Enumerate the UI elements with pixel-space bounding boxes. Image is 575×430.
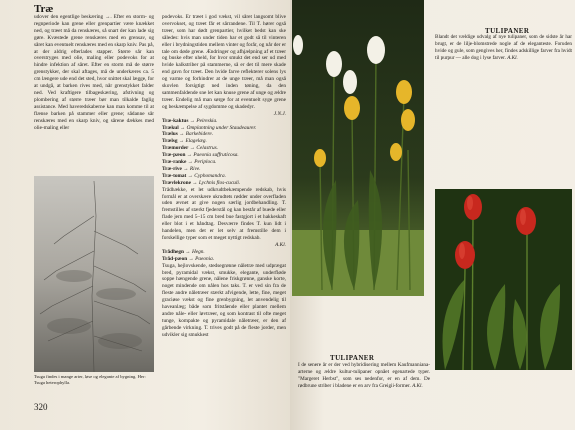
paragraph-beskaering: udover den egentlige beskæring →. Efter en storm- og regnperiode kan grene eller grenpartier være knækket ned, og træet må da renskæres, så snart der kan lade sig gøre. Kvæstede grene renskæres med en grensav, og såret kan eventuelt renskæres med en skarp kniv. Pas på, at der aldrig efterlades stapper. Større sår kan overstryges med olie, maling eller podevoks for at hindre infektion af såret. Efter en storm må de større grenstykker, der skal aftages, må de underkæres ca. 5 cm længere ude end det sted, hvor snittet skal lægge, for at undgå, at barken rives med, når grenstykket falder ned. Ved kraftigere tilbageskæring, afstivning og plombering af større træer bør man tilkalde faglig assistance. Med haveredskaberne kan man komme til at flænse barken på stammer eller grene; sådanne sår renskæres med en skarp kniv, og sårene dækkes med olie-maling eller <box>34 14 154 131</box>
entry-item: Træ-tomat → Cyphomandra. <box>162 172 226 179</box>
page-number: 320 <box>34 402 48 412</box>
tulip-photo-red <box>435 189 572 370</box>
entry-item: Træ-ranke → Periploca. <box>162 159 217 166</box>
entry-list <box>162 118 286 187</box>
right-page <box>290 0 575 430</box>
entry-item: Trælus → Barkebidere. <box>162 131 214 138</box>
entry-item: Trådhegn → Hegn. <box>162 248 205 255</box>
photo-caption: Tsuga findes i mange arter, løse og elegante af bygning. Her: Tsuga heterophylla. <box>34 374 146 385</box>
entry-item: Trækul → Omplantning under Staudeaurer. <box>162 124 257 131</box>
entry-item: Trælsg → Elagelæg. <box>162 138 207 145</box>
paragraph-tsuga: Tsuga, hejlovskende, stedsegrønne nåletræ med udprægat bred, pyramidal vækst, smukke, elegante, underfløde soppe hængende grene, nålene friskgrønne, ganske korte, noget mindende om nålen hos taks. T. er ved sin fra de fleste andre nåletræer stærkt afvigende, lette, fine, meget graciøse vækst og fine grenbygning, let anvendelig til haveanlæg; både som fritstående eller plantet mellem andre nåle- eller løvtræer, og som kontrast til ofte meget tunge, kompakte og pyramidale nåletræer, er den af gårbende virkning. T. trives godt på de fleste jorder, men udvikler sig smukkest <box>162 262 286 338</box>
tsuga-photo <box>34 176 154 372</box>
text-column-right <box>162 14 286 394</box>
paragraph-podevoks: podevoks. Er træet i god vækst, vil såret langsomt blive overvokset, og træet får et sårrandene. Til T. hører også træer, som har dødt grenpartier, hvilket bedst kan ske således: hvis man under tiden har et godt så til vinteren eller i brydningstiden mellem vinter og forår, og når der er tale om døde grene. Ændringer og afhjælpning af et træer og buske efter uheld, for hvor smukt det end ser ud med hvide kalkstriber på stammerne, så er det til mere skade end gavn for træet. Den hvide farve reflekterer solens lys og varme og forhindrer at de unge træer, må man også skovlen forsigtigt ned inden tøning, da den sammenfaldende sne let kan knuse grene af unge og ældre træer. Endelig må man sørge for at eventuelt syge grene og beskæmpelse af sygdomme og skadedyr. <box>162 14 286 110</box>
tulip-text-bottom: I de senere år er der ved hybridisering mellem Kaufmanniana-arterne og ældre kultur-tulipaner opnået egenartede typer. "Margeret Herbst", som ses nedenfor, er en af dem. De rødbrune striber i bladene er en arv fra Greigii-former. A.Kl. <box>298 362 430 389</box>
entry-item: Tråd-pæon → Paeonia. <box>162 255 215 262</box>
signature-jnj: J.N.J. <box>273 110 286 117</box>
entry-item: Træ-kaktus → Peireskia. <box>162 117 218 124</box>
text-column-left <box>34 14 154 174</box>
signature-akl: A.Kl. <box>275 241 286 248</box>
entry-item: Træ-pæon → Paeonia suffruticosa. <box>162 152 239 159</box>
entry-item: Træmorder → Celastrus. <box>162 145 218 152</box>
entry-item: Trævlekrone → Lychnis flos-cuculi. <box>162 179 241 186</box>
tulip-heading-top: TULIPANER <box>485 27 530 35</box>
tulip-text-top: Blandt det vældige udvalg af nye tulipaner, som de sidste år har brugt, er de lilje-blomstrede nogle af de eleganteste. Foruden hvide og gule, som gengives her, findes adskillige farver fra hvidt til purpur — alle dog i lyse farver. A.Kl. <box>435 34 572 61</box>
tulip-heading-bottom: TULIPANER <box>330 354 375 362</box>
running-head: Træ <box>34 3 54 15</box>
entry-item: Træ-rive → Rive. <box>162 165 201 172</box>
paragraph-tradhaekke: Trådhække, et let udkrudtbekæmpende redskab, hvis formål er at overskære ukrudtets rødder under overfladen uden ævnet at give nogen særlig jordbehandling. T. fremstilles af stærkt fjederstål og kan består af buede eller flade jern med 5–15 cm bred bue fastgjort i et hakkeskaft eller blot i et håndtag. Desværre findes T. kun lidt i handelen, men det er let selv at fremstille dem i forskellige typer som et meget nyttigt redskab. <box>162 186 286 241</box>
tulip-photo-yellow-white <box>292 0 424 296</box>
